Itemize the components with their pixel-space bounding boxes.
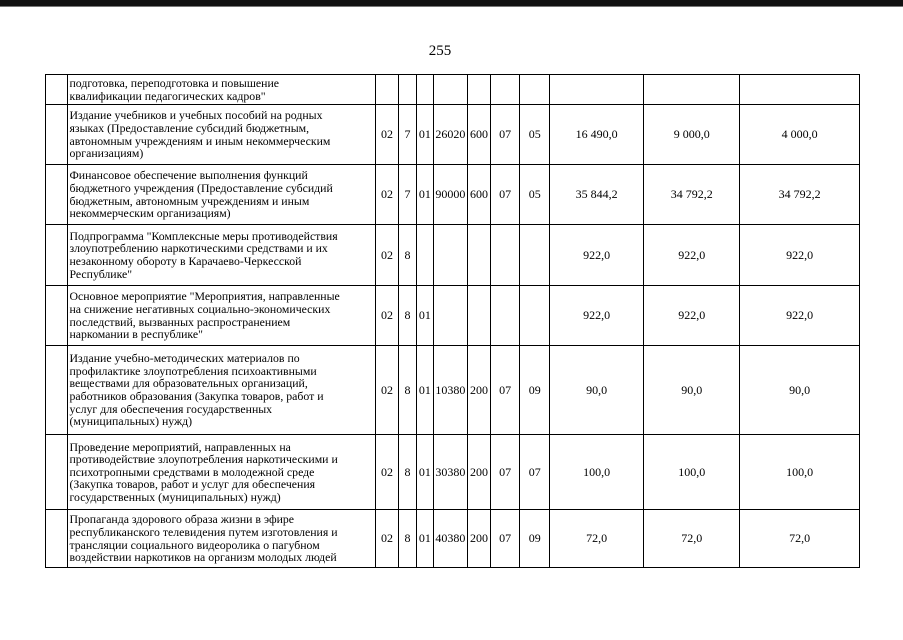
amount-year-2: 922,0 — [644, 225, 740, 286]
code-direction: 10380 — [433, 346, 468, 435]
amount-year-2: 34 792,2 — [644, 165, 740, 225]
code-event: 01 — [417, 346, 433, 435]
description-line: (Закупка товаров, работ и услуг для обеспечения — [69, 477, 316, 492]
code-subprogram: 8 — [398, 435, 416, 510]
code-program — [376, 75, 398, 105]
scan-top-border-shadow — [0, 6, 903, 7]
row-description — [68, 75, 376, 105]
page-number: 255 — [428, 43, 452, 59]
row-description — [68, 510, 376, 568]
description-line: последствий, вызванных распространением — [69, 314, 291, 329]
description-line: бюджетного учреждения (Предоставление субсидий — [69, 180, 333, 195]
amount-year-2: 72,0 — [644, 510, 740, 568]
amount-year-3: 4 000,0 — [740, 105, 860, 165]
row-description — [68, 105, 376, 165]
row-margin-cell — [46, 510, 68, 568]
row-margin-cell — [46, 346, 68, 435]
code-subsection — [520, 286, 550, 346]
code-subsection: 09 — [520, 346, 550, 435]
description-line: Основное мероприятие "Мероприятия, направленные — [69, 289, 340, 304]
amount-year-2: 90,0 — [644, 346, 740, 435]
code-subsection — [520, 225, 550, 286]
description-line: подготовка, переподготовка и повышение — [69, 75, 280, 90]
code-direction — [433, 286, 468, 346]
row-margin-cell — [46, 75, 68, 105]
code-program: 02 — [376, 225, 398, 286]
code-expense-type — [468, 286, 490, 346]
code-section — [490, 75, 520, 105]
code-subsection: 05 — [520, 165, 550, 225]
description-line: услуг для обеспечения государственных — [69, 401, 273, 416]
row-description — [68, 225, 376, 286]
amount-year-1: 922,0 — [550, 225, 644, 286]
code-subprogram: 8 — [398, 346, 416, 435]
description-line: наркомании в республике" — [69, 327, 203, 342]
code-section: 07 — [490, 435, 520, 510]
amount-year-3 — [740, 75, 860, 105]
row-description — [68, 165, 376, 225]
description-line: воздействии наркотиков на организм молодых людей — [69, 550, 337, 565]
code-expense-type: 200 — [468, 510, 490, 568]
description-line: злоупотреблению наркотическими средствами и их — [69, 241, 328, 256]
code-event: 01 — [417, 286, 433, 346]
description-line: автономным учреждениям и иным некоммерческим — [69, 133, 331, 148]
code-expense-type — [468, 75, 490, 105]
description-line: Издание учебно-методических материалов по — [69, 351, 300, 366]
description-line: веществами для образовательных организаций, — [69, 376, 308, 391]
description-line: языках (Предоставление субсидий бюджетным, — [69, 120, 310, 135]
code-subprogram: 7 — [398, 165, 416, 225]
amount-year-3: 34 792,2 — [740, 165, 860, 225]
code-subprogram: 8 — [398, 225, 416, 286]
code-event: 01 — [417, 435, 433, 510]
code-section — [490, 225, 520, 286]
code-section: 07 — [490, 165, 520, 225]
code-program: 02 — [376, 286, 398, 346]
description-line: Республике" — [69, 266, 133, 281]
row-margin-cell — [46, 165, 68, 225]
table-row — [46, 510, 860, 568]
row-margin-cell — [46, 105, 68, 165]
row-description — [68, 346, 376, 435]
row-margin-cell — [46, 225, 68, 286]
row-description — [68, 286, 376, 346]
amount-year-1: 90,0 — [550, 346, 644, 435]
amount-year-1: 72,0 — [550, 510, 644, 568]
code-subprogram: 8 — [398, 510, 416, 568]
code-direction — [433, 75, 468, 105]
amount-year-3: 90,0 — [740, 346, 860, 435]
code-section — [490, 286, 520, 346]
description-line: (муниципальных) нужд) — [69, 414, 193, 429]
code-event: 01 — [417, 165, 433, 225]
row-margin-cell — [46, 435, 68, 510]
table-row — [46, 165, 860, 225]
code-subsection: 09 — [520, 510, 550, 568]
table-row — [46, 105, 860, 165]
description-line: республиканского телевидения путем изготовления и — [69, 524, 338, 539]
table-row — [46, 435, 860, 510]
code-direction: 90000 — [433, 165, 468, 225]
description-line: некоммерческим организациям) — [69, 206, 231, 221]
amount-year-1: 100,0 — [550, 435, 644, 510]
amount-year-1 — [550, 75, 644, 105]
code-subsection: 05 — [520, 105, 550, 165]
description-line: противодействие злоупотребления наркотическими и — [69, 452, 338, 467]
description-line: государственных (муниципальных) нужд) — [69, 489, 281, 504]
table-row — [46, 75, 860, 105]
description-line: Издание учебников и учебных пособий на родных — [69, 108, 323, 123]
code-expense-type: 200 — [468, 346, 490, 435]
description-line: организациям) — [69, 146, 144, 161]
amount-year-3: 922,0 — [740, 225, 860, 286]
code-subprogram: 8 — [398, 286, 416, 346]
amount-year-2: 922,0 — [644, 286, 740, 346]
code-expense-type: 600 — [468, 165, 490, 225]
code-subsection — [520, 75, 550, 105]
amount-year-2: 9 000,0 — [644, 105, 740, 165]
code-section: 07 — [490, 105, 520, 165]
code-direction: 40380 — [433, 510, 468, 568]
description-line: Подпрограмма "Комплексные меры противодействия — [69, 228, 338, 243]
table-body — [46, 75, 860, 568]
code-expense-type: 200 — [468, 435, 490, 510]
amount-year-1: 16 490,0 — [550, 105, 644, 165]
code-program: 02 — [376, 165, 398, 225]
code-program: 02 — [376, 105, 398, 165]
amount-year-2: 100,0 — [644, 435, 740, 510]
description-line: психотропными средствами в молодежной среде — [69, 464, 315, 479]
description-line: незаконному обороту в Карачаево-Черкесской — [69, 254, 302, 268]
code-direction — [433, 225, 468, 286]
description-line: работников образования (Закупка товаров, работ и — [69, 389, 324, 403]
table-row — [46, 346, 860, 435]
code-program: 02 — [376, 510, 398, 568]
code-section: 07 — [490, 510, 520, 568]
amount-year-3: 922,0 — [740, 286, 860, 346]
code-direction: 26020 — [433, 105, 468, 165]
code-program: 02 — [376, 435, 398, 510]
code-event — [417, 225, 433, 286]
description-line: Финансовое обеспечение выполнения функций — [69, 168, 308, 183]
code-event — [417, 75, 433, 105]
description-line: Проведение мероприятий, направленных на — [69, 439, 291, 454]
budget-table — [45, 74, 860, 568]
amount-year-3: 72,0 — [740, 510, 860, 568]
code-expense-type: 600 — [468, 105, 490, 165]
code-direction: 30380 — [433, 435, 468, 510]
amount-year-3: 100,0 — [740, 435, 860, 510]
amount-year-1: 35 844,2 — [550, 165, 644, 225]
description-line: профилактике злоупотребления психоактивными — [69, 363, 317, 378]
amount-year-2 — [644, 75, 740, 105]
description-line: Пропаганда здорового образа жизни в эфире — [69, 512, 295, 527]
code-event: 01 — [417, 105, 433, 165]
code-section: 07 — [490, 346, 520, 435]
code-program: 02 — [376, 346, 398, 435]
code-subsection: 07 — [520, 435, 550, 510]
row-margin-cell — [46, 286, 68, 346]
description-line: трансляции социального видеоролика о пагубном — [69, 537, 320, 552]
code-event: 01 — [417, 510, 433, 568]
code-expense-type — [468, 225, 490, 286]
description-line: на снижение негативных социально-экономических — [69, 301, 331, 316]
amount-year-1: 922,0 — [550, 286, 644, 346]
table-row — [46, 225, 860, 286]
table-row — [46, 286, 860, 346]
description-line: квалификации педагогических кадров" — [69, 88, 266, 103]
code-subprogram — [398, 75, 416, 105]
row-description — [68, 435, 376, 510]
code-subprogram: 7 — [398, 105, 416, 165]
description-line: бюджетным, автономным учреждениям и иным — [69, 193, 310, 208]
